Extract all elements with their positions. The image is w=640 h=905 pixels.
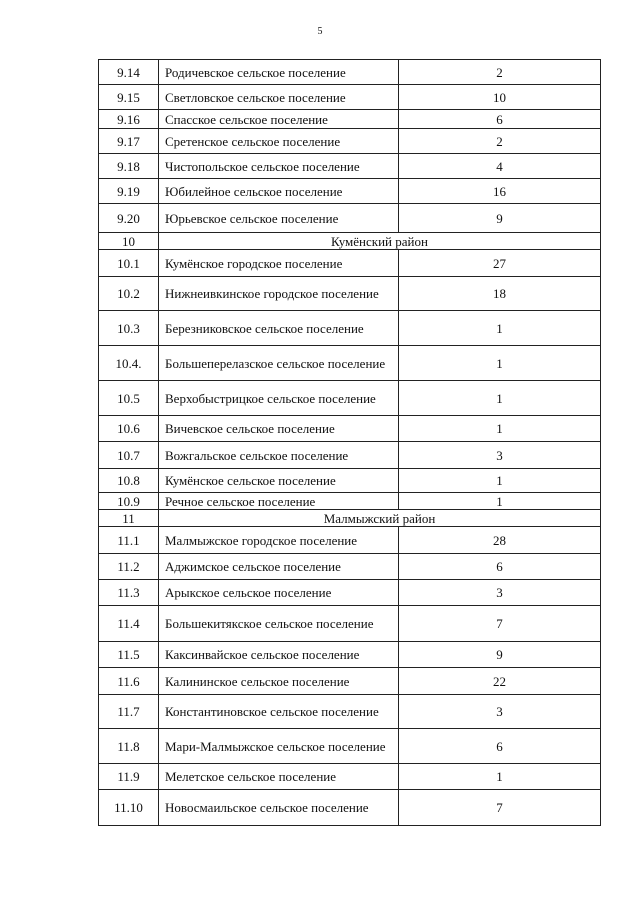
settlement-value: 1 [399,381,601,416]
settlement-value: 1 [399,416,601,442]
settlement-name: Родичевское сельское поселение [159,60,399,85]
row-number: 11.10 [99,790,159,826]
table-row [99,606,601,642]
table-row [99,381,601,416]
table-row [99,204,601,233]
settlement-value: 22 [399,668,601,695]
table-row [99,311,601,346]
settlement-value: 2 [399,129,601,154]
table-row [99,554,601,580]
settlement-value: 1 [399,764,601,790]
settlement-value: 7 [399,790,601,826]
row-number: 9.17 [99,129,159,154]
table-row [99,250,601,277]
row-number: 11.3 [99,580,159,606]
table-row [99,695,601,729]
settlement-name: Каксинвайское сельское поселение [159,642,399,668]
row-number: 10.6 [99,416,159,442]
settlement-name: Сретенское сельское поселение [159,129,399,154]
settlement-value: 1 [399,493,601,510]
settlement-name: Калининское сельское поселение [159,668,399,695]
settlements-table [98,59,601,826]
settlement-value: 10 [399,85,601,110]
district-name: Малмыжский район [159,510,601,527]
row-number: 11.6 [99,668,159,695]
table-row [99,493,601,510]
settlement-name: Кумёнское сельское поселение [159,469,399,493]
settlement-value: 4 [399,154,601,179]
settlement-name: Малмыжское городское поселение [159,527,399,554]
row-number: 10.2 [99,277,159,311]
row-number: 11.4 [99,606,159,642]
settlement-name: Кумёнское городское поселение [159,250,399,277]
row-number: 10.1 [99,250,159,277]
table-row [99,110,601,129]
table-row [99,154,601,179]
settlement-value: 3 [399,580,601,606]
row-number: 9.14 [99,60,159,85]
row-number: 11.9 [99,764,159,790]
row-number: 9.16 [99,110,159,129]
settlement-name: Большекитякское сельское поселение [159,606,399,642]
table-row [99,416,601,442]
settlement-name: Арыкское сельское поселение [159,580,399,606]
settlement-name: Юбилейное сельское поселение [159,179,399,204]
settlement-value: 1 [399,346,601,381]
table-row [99,85,601,110]
settlement-value: 6 [399,554,601,580]
settlement-value: 6 [399,110,601,129]
row-number: 9.20 [99,204,159,233]
row-number: 11.7 [99,695,159,729]
settlement-name: Мелетское сельское поселение [159,764,399,790]
table-row [99,580,601,606]
settlement-value: 3 [399,695,601,729]
row-number: 10.7 [99,442,159,469]
row-number: 11.5 [99,642,159,668]
settlement-name: Речное сельское поселение [159,493,399,510]
row-number: 10.4. [99,346,159,381]
table-row [99,642,601,668]
table-row [99,790,601,826]
settlement-value: 9 [399,204,601,233]
settlement-name: Мари-Малмыжское сельское поселение [159,729,399,764]
row-number: 11.2 [99,554,159,580]
table-row [99,179,601,204]
settlement-name: Вожгальское сельское поселение [159,442,399,469]
settlement-value: 1 [399,469,601,493]
settlement-name: Константиновское сельское поселение [159,695,399,729]
row-number: 11.8 [99,729,159,764]
table-row [99,346,601,381]
row-number: 10.3 [99,311,159,346]
row-number: 9.18 [99,154,159,179]
table-row [99,469,601,493]
row-number: 10.9 [99,493,159,510]
settlement-value: 6 [399,729,601,764]
row-number: 11 [99,510,159,527]
settlement-name: Вичевское сельское поселение [159,416,399,442]
table-row [99,442,601,469]
row-number: 11.1 [99,527,159,554]
settlement-value: 1 [399,311,601,346]
table-row [99,668,601,695]
district-name: Кумёнский район [159,233,601,250]
table-row [99,60,601,85]
settlement-value: 7 [399,606,601,642]
row-number: 10 [99,233,159,250]
settlement-name: Березниковское сельское поселение [159,311,399,346]
settlement-name: Юрьевское сельское поселение [159,204,399,233]
settlement-name: Новосмаильское сельское поселение [159,790,399,826]
table-row [99,277,601,311]
row-number: 9.15 [99,85,159,110]
settlement-value: 28 [399,527,601,554]
settlement-value: 18 [399,277,601,311]
settlement-name: Нижнеивкинское городское поселение [159,277,399,311]
table-row [99,129,601,154]
settlement-value: 27 [399,250,601,277]
table-row [99,527,601,554]
settlement-value: 3 [399,442,601,469]
settlement-name: Верхобыстрицкое сельское поселение [159,381,399,416]
table-body [99,60,601,826]
settlement-value: 2 [399,60,601,85]
settlement-name: Светловское сельское поселение [159,85,399,110]
district-row [99,510,601,527]
page-number: 5 [317,26,323,37]
district-row [99,233,601,250]
row-number: 10.8 [99,469,159,493]
row-number: 9.19 [99,179,159,204]
settlement-name: Большеперелазское сельское поселение [159,346,399,381]
table-row [99,764,601,790]
settlement-name: Аджимское сельское поселение [159,554,399,580]
settlement-value: 9 [399,642,601,668]
settlement-name: Чистопольское сельское поселение [159,154,399,179]
settlement-value: 16 [399,179,601,204]
table-row [99,729,601,764]
settlement-name: Спасское сельское поселение [159,110,399,129]
row-number: 10.5 [99,381,159,416]
